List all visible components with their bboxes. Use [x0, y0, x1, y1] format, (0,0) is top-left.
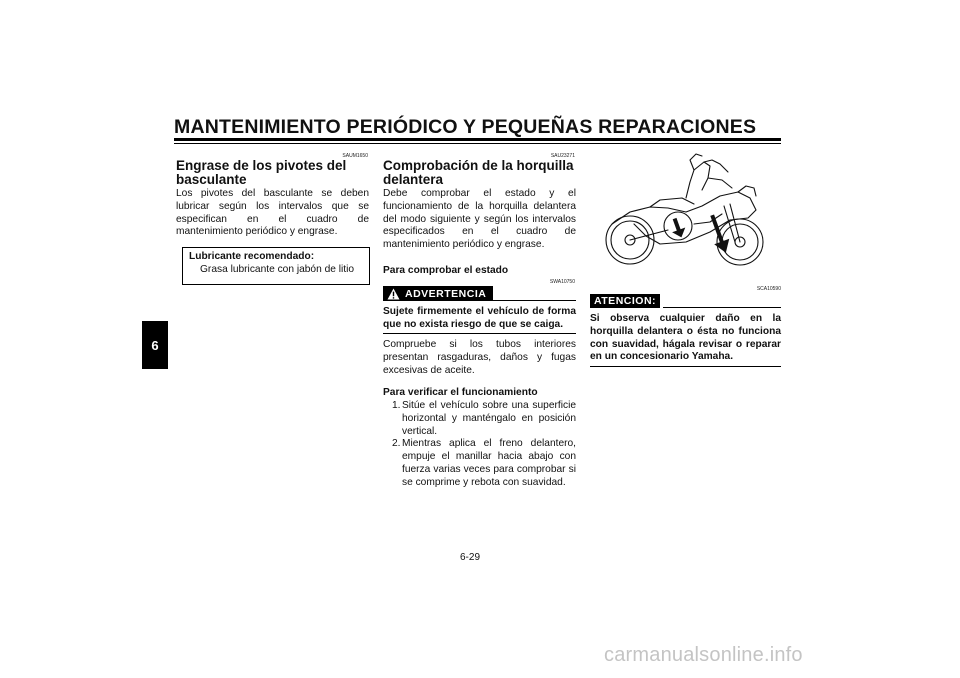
section-body: Los pivotes del basculante se deben lubricar según los intervalos que se especifican en el cuadro de mantenimiento periódico y engrase.: [176, 188, 369, 238]
lubricant-value: Grasa lubricante con jabón de litio: [200, 264, 355, 275]
caution-rule: [663, 307, 781, 308]
warning-text: Sujete firmemente el vehículo de forma que no exista riesgo de que se caiga.: [383, 306, 576, 330]
warning-rule: [493, 300, 576, 301]
page-number: 6-29: [460, 552, 481, 563]
step-text: Sitúe el vehículo sobre una superficie horizontal y manténgalo en posición vertical.: [402, 400, 576, 437]
list-item: [383, 438, 576, 489]
warning-badge: [383, 286, 493, 301]
caution-header: [590, 294, 781, 310]
inspection-paragraph: Compruebe si los tubos interiores presentan rasgaduras, daños y fugas excesivas de aceite.: [383, 339, 576, 376]
warning-triangle-icon: [387, 288, 400, 300]
header-rule-thin: [174, 143, 781, 144]
step-number: 2.: [392, 438, 401, 450]
section-heading: Comprobación de la horquilla delantera: [383, 158, 574, 187]
lubricant-label: Lubricante recomendado:: [189, 251, 315, 262]
page-title: MANTENIMIENTO PERIÓDICO Y PEQUEÑAS REPARACIONES: [174, 116, 757, 138]
section-code: SAUM1650: [342, 153, 368, 159]
warning-header: [383, 286, 576, 302]
section-body: Debe comprobar el estado y el funcionamiento de la horquilla delantera del modo siguiente y según los intervalos especificados en el cuadro de mantenimiento periódico y engrase.: [383, 188, 576, 251]
warning-code: SWA10750: [549, 279, 575, 285]
caution-badge: ATENCION:: [590, 294, 660, 308]
warning-label: ADVERTENCIA: [405, 287, 487, 300]
caution-code: SCA10590: [756, 286, 781, 292]
header-rule: [174, 138, 781, 141]
section-code: SAU23271: [550, 153, 575, 159]
caution-bottom-rule: [590, 366, 781, 367]
step-number: 1.: [392, 400, 401, 411]
lubricant-box: [182, 247, 370, 285]
step-text: Mientras aplica el freno delantero, empuje el manillar hacia abajo con fuerza varias veces para comprobar si se comprime y rebota con suavidad.: [402, 438, 576, 488]
motorcycle-fork-illustration: [590, 152, 782, 280]
caution-text: Si observa cualquier daño en la horquilla delantera o ésta no funciona con suavidad, hágala revisar o reparar en un concesionario Yamaha.: [590, 313, 781, 363]
warning-bottom-rule: [383, 333, 576, 334]
chapter-number: 6: [151, 337, 159, 353]
subheading-operation: Para verificar el funcionamiento: [383, 387, 538, 398]
list-item: [383, 400, 576, 438]
subheading-condition: Para comprobar el estado: [383, 265, 509, 276]
steps-list: [383, 400, 576, 490]
section-heading: Engrase de los pivotes del basculante: [176, 158, 347, 187]
chapter-tab[interactable]: [142, 321, 168, 369]
watermark: carmanualsonline.info: [604, 644, 803, 666]
